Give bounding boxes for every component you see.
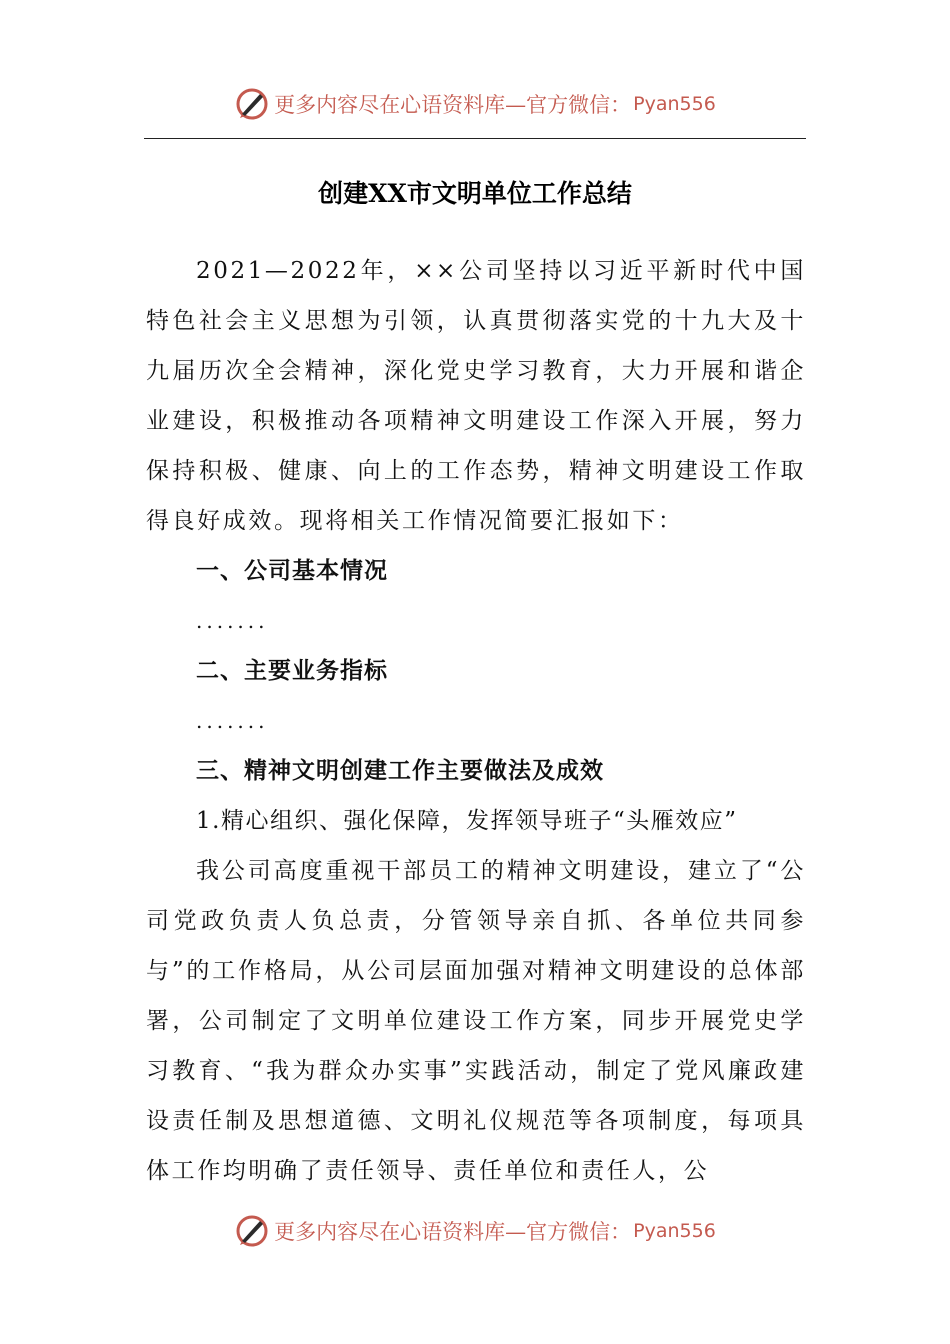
footer-wechat-id: Pyan556 (633, 1220, 716, 1242)
header-wechat-id: Pyan556 (633, 93, 716, 115)
footer-banner-text: 更多内容尽在心语资料库—官方微信： (274, 1220, 632, 1244)
header-divider (144, 138, 806, 139)
footer-banner (0, 1211, 950, 1251)
document-body (146, 246, 806, 1196)
document-title: 创建XX市文明单位工作总结 (318, 179, 632, 208)
intro-paragraph: 2021—2022年，××公司坚持以习近平新时代中国特色社会主义思想为引领，认真贯彻落实党的十九大及十九届历次全会精神，深化党史学习教育，大力开展和谐企业建设，积极推动各项精神文明建设工作深入开展，努力保持积极、健康、向上的工作态势，精神文明建设工作取得良好成效。现将相关工作情况简要汇报如下： (146, 258, 806, 534)
ellipsis-2: ....... (196, 709, 269, 733)
section-heading-3: 三、精神文明创建工作主要做法及成效 (196, 758, 604, 784)
header-banner-text: 更多内容尽在心语资料库—官方微信： (274, 93, 632, 117)
section-heading-1: 一、公司基本情况 (196, 558, 388, 584)
pen-circle-logo-icon (234, 1213, 270, 1249)
ellipsis-1: ....... (196, 609, 269, 633)
subheading-1: 1.精心组织、强化保障，发挥领导班子“头雁效应” (196, 808, 738, 834)
pen-circle-logo-icon (234, 86, 270, 122)
body-paragraph-2: 我公司高度重视干部员工的精神文明建设，建立了“公司党政负责人负总责，分管领导亲自抓、各单位共同参与”的工作格局，从公司层面加强对精神文明建设的总体部署，公司制定了文明单位建设工作方案，同步开展党史学习教育、“我为群众办实事”实践活动，制定了党风廉政建设责任制及思想道德、文明礼仪规范等各项制度，每项具体工作均明确了责任领导、责任单位和责任人，公 (146, 858, 806, 1184)
section-heading-2: 二、主要业务指标 (196, 658, 388, 684)
header-banner (0, 84, 950, 124)
